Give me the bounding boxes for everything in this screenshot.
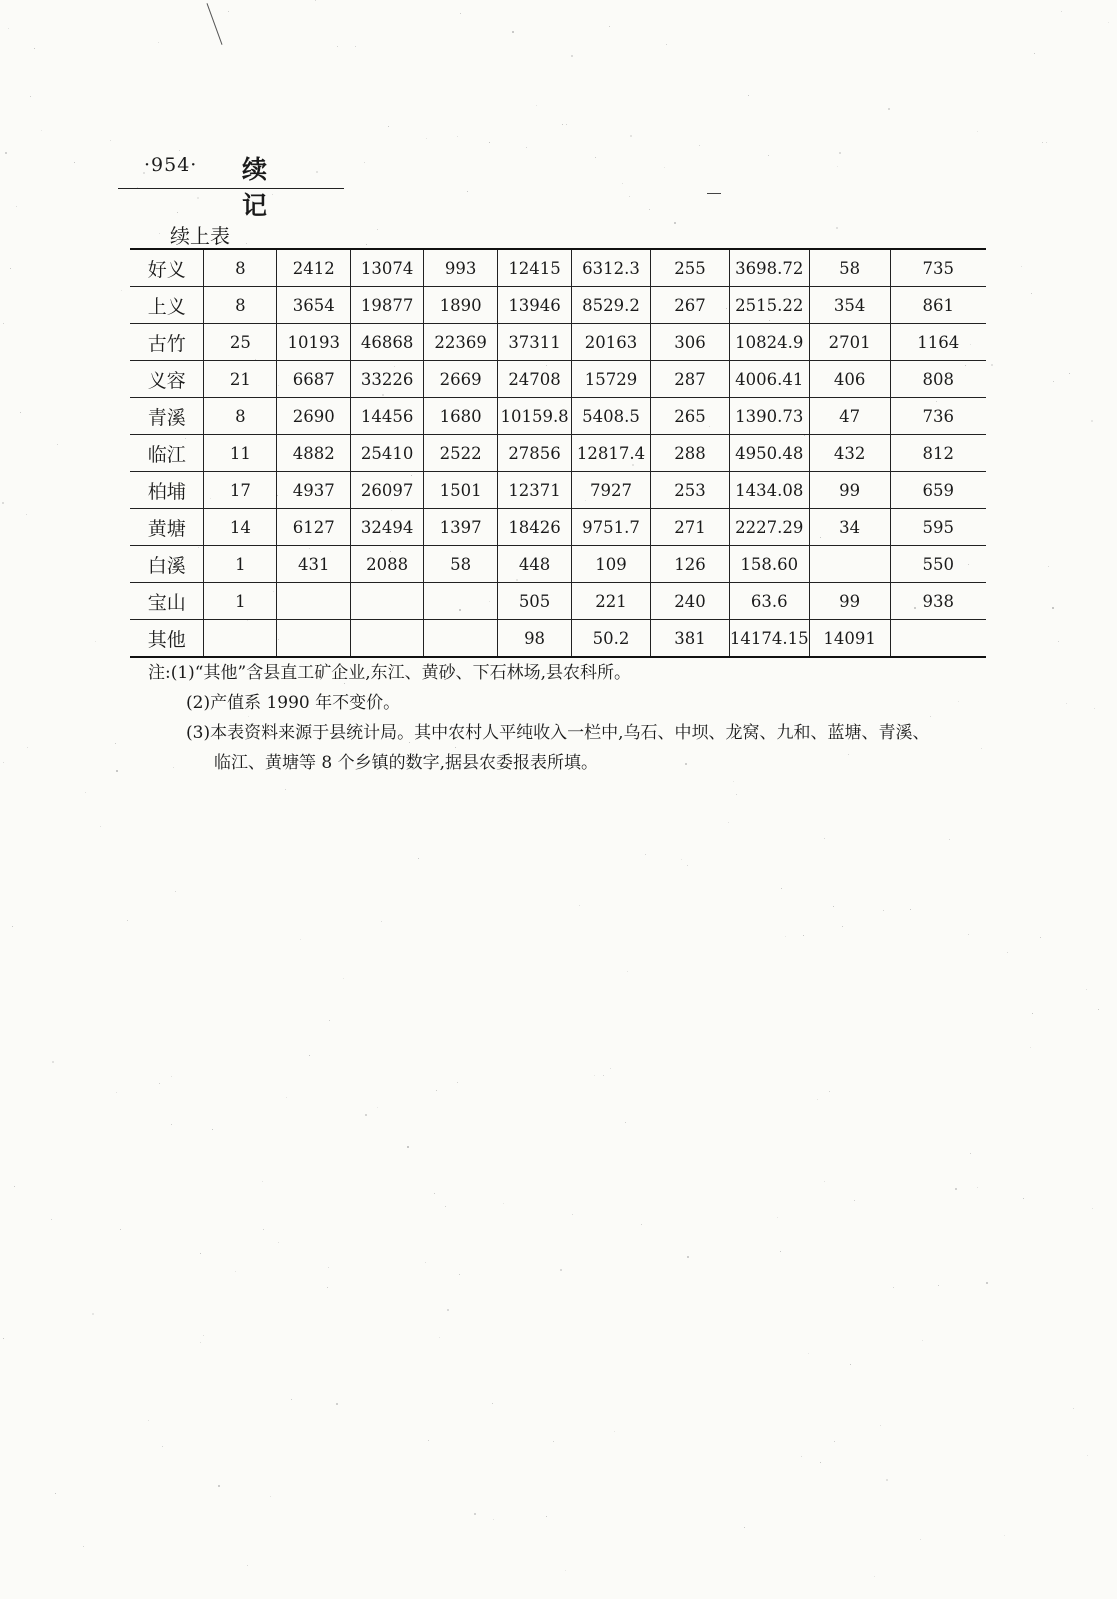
table-cell: 1164 bbox=[890, 324, 986, 361]
table-cell: 27856 bbox=[498, 435, 572, 472]
table-cell: 432 bbox=[809, 435, 890, 472]
table-cell bbox=[890, 620, 986, 658]
table-cell bbox=[351, 620, 424, 658]
table-cell bbox=[424, 620, 498, 658]
table-cell: 1680 bbox=[424, 398, 498, 435]
table-cell: 17 bbox=[204, 472, 277, 509]
stray-mark bbox=[707, 193, 721, 194]
table-cell: 14 bbox=[204, 509, 277, 546]
table-cell: 26097 bbox=[351, 472, 424, 509]
table-cell: 10159.8 bbox=[498, 398, 572, 435]
table-cell: 1397 bbox=[424, 509, 498, 546]
table-cell: 448 bbox=[498, 546, 572, 583]
table-cell: 354 bbox=[809, 287, 890, 324]
table-cell: 2669 bbox=[424, 361, 498, 398]
table-cell: 505 bbox=[498, 583, 572, 620]
table-cell: 12415 bbox=[498, 249, 572, 287]
table-row bbox=[130, 398, 986, 435]
table-cell: 18426 bbox=[498, 509, 572, 546]
table-cell: 287 bbox=[651, 361, 730, 398]
table-row bbox=[130, 472, 986, 509]
table-cell: 12817.4 bbox=[572, 435, 651, 472]
table-cell: 659 bbox=[890, 472, 986, 509]
note-1: 注:(1)“其他”含县直工矿企业,东江、黄砂、下石林场,县农科所。 bbox=[148, 663, 631, 683]
table-cell: 255 bbox=[651, 249, 730, 287]
table-cell: 58 bbox=[809, 249, 890, 287]
table-cell: 34 bbox=[809, 509, 890, 546]
table-cell: 1 bbox=[204, 546, 277, 583]
scan-scratch bbox=[207, 3, 223, 45]
table-cell: 37311 bbox=[498, 324, 572, 361]
table-cell: 109 bbox=[572, 546, 651, 583]
table-row bbox=[130, 509, 986, 546]
table-cell: 158.60 bbox=[729, 546, 809, 583]
table-cell: 63.6 bbox=[729, 583, 809, 620]
note-3: (3)本表资料来源于县统计局。其中农村人平纯收入一栏中,乌石、中坝、龙窝、九和、蓝塘、青溪、 bbox=[186, 723, 930, 743]
table-cell: 50.2 bbox=[572, 620, 651, 658]
table-cell: 1501 bbox=[424, 472, 498, 509]
table-cell: 10193 bbox=[277, 324, 351, 361]
table-row bbox=[130, 620, 986, 658]
table-cell: 58 bbox=[424, 546, 498, 583]
table-cell: 22369 bbox=[424, 324, 498, 361]
table-cell: 6127 bbox=[277, 509, 351, 546]
table-cell: 99 bbox=[809, 472, 890, 509]
table-cell: 19877 bbox=[351, 287, 424, 324]
table-cell: 240 bbox=[651, 583, 730, 620]
table-cell: 21 bbox=[204, 361, 277, 398]
table-cell: 3698.72 bbox=[729, 249, 809, 287]
row-label-cell: 柏埔 bbox=[130, 472, 204, 509]
table-cell: 221 bbox=[572, 583, 651, 620]
row-label-cell: 义容 bbox=[130, 361, 204, 398]
table-cell: 9751.7 bbox=[572, 509, 651, 546]
table-cell: 6687 bbox=[277, 361, 351, 398]
row-label-cell: 白溪 bbox=[130, 546, 204, 583]
table-cell: 14456 bbox=[351, 398, 424, 435]
table-cell: 4950.48 bbox=[729, 435, 809, 472]
table-cell: 431 bbox=[277, 546, 351, 583]
table-cell: 8 bbox=[204, 398, 277, 435]
table-cell: 24708 bbox=[498, 361, 572, 398]
table-cell: 735 bbox=[890, 249, 986, 287]
row-label-cell: 宝山 bbox=[130, 583, 204, 620]
table-cell: 2690 bbox=[277, 398, 351, 435]
table-row bbox=[130, 287, 986, 324]
table-row bbox=[130, 249, 986, 287]
table-row bbox=[130, 324, 986, 361]
table-cell: 938 bbox=[890, 583, 986, 620]
table-cell: 3654 bbox=[277, 287, 351, 324]
table-cell: 8 bbox=[204, 287, 277, 324]
table-cell: 267 bbox=[651, 287, 730, 324]
table-cell: 15729 bbox=[572, 361, 651, 398]
table-notes bbox=[148, 658, 998, 778]
table-cell: 2701 bbox=[809, 324, 890, 361]
row-label-cell: 青溪 bbox=[130, 398, 204, 435]
table-cell: 2412 bbox=[277, 249, 351, 287]
table-cell: 4937 bbox=[277, 472, 351, 509]
table-cell: 99 bbox=[809, 583, 890, 620]
table-cell bbox=[351, 583, 424, 620]
table-cell: 13074 bbox=[351, 249, 424, 287]
running-title: 续 记 bbox=[242, 155, 290, 220]
table-cell: 98 bbox=[498, 620, 572, 658]
table-body bbox=[130, 249, 986, 657]
table-cell: 5408.5 bbox=[572, 398, 651, 435]
table-cell: 14174.15 bbox=[729, 620, 809, 658]
table-cell: 8 bbox=[204, 249, 277, 287]
table-cell: 8529.2 bbox=[572, 287, 651, 324]
page-number: ·954· bbox=[144, 154, 198, 176]
table-cell bbox=[809, 546, 890, 583]
table-cell: 736 bbox=[890, 398, 986, 435]
table-cell bbox=[277, 620, 351, 658]
table-cell: 2227.29 bbox=[729, 509, 809, 546]
table-cell: 12371 bbox=[498, 472, 572, 509]
table-row bbox=[130, 546, 986, 583]
page-header bbox=[118, 148, 344, 220]
table-row bbox=[130, 583, 986, 620]
table-row bbox=[130, 361, 986, 398]
table-cell: 808 bbox=[890, 361, 986, 398]
table-cell: 253 bbox=[651, 472, 730, 509]
note-2: (2)产值系 1990 年不变价。 bbox=[186, 693, 401, 713]
table-cell: 4882 bbox=[277, 435, 351, 472]
table-cell: 550 bbox=[890, 546, 986, 583]
table-row bbox=[130, 435, 986, 472]
table-cell: 25 bbox=[204, 324, 277, 361]
table-cell: 11 bbox=[204, 435, 277, 472]
statistics-table bbox=[130, 248, 986, 658]
row-label-cell: 上义 bbox=[130, 287, 204, 324]
table-cell: 1 bbox=[204, 583, 277, 620]
table-cell bbox=[424, 583, 498, 620]
table-cell: 1434.08 bbox=[729, 472, 809, 509]
row-label-cell: 好义 bbox=[130, 249, 204, 287]
table-cell: 306 bbox=[651, 324, 730, 361]
row-label-cell: 其他 bbox=[130, 620, 204, 658]
row-label-cell: 古竹 bbox=[130, 324, 204, 361]
table-cell: 25410 bbox=[351, 435, 424, 472]
table-cell: 6312.3 bbox=[572, 249, 651, 287]
table-cell: 47 bbox=[809, 398, 890, 435]
table-cell: 7927 bbox=[572, 472, 651, 509]
table-cell bbox=[204, 620, 277, 658]
row-label-cell: 黄塘 bbox=[130, 509, 204, 546]
table-cell: 2515.22 bbox=[729, 287, 809, 324]
table-cell: 14091 bbox=[809, 620, 890, 658]
table-cell: 595 bbox=[890, 509, 986, 546]
table-cell: 10824.9 bbox=[729, 324, 809, 361]
table-cell: 126 bbox=[651, 546, 730, 583]
table-cell: 861 bbox=[890, 287, 986, 324]
table-cell: 381 bbox=[651, 620, 730, 658]
table-cell: 32494 bbox=[351, 509, 424, 546]
table-cell: 33226 bbox=[351, 361, 424, 398]
table-cell: 406 bbox=[809, 361, 890, 398]
table-cell: 2522 bbox=[424, 435, 498, 472]
table-cell: 1390.73 bbox=[729, 398, 809, 435]
table-cell: 1890 bbox=[424, 287, 498, 324]
table-cell: 812 bbox=[890, 435, 986, 472]
row-label-cell: 临江 bbox=[130, 435, 204, 472]
table-caption: 续上表 bbox=[170, 224, 230, 248]
table-cell: 4006.41 bbox=[729, 361, 809, 398]
table-cell: 993 bbox=[424, 249, 498, 287]
note-3-continuation: 临江、黄塘等 8 个乡镇的数字,据县农委报表所填。 bbox=[214, 753, 599, 773]
table-cell: 2088 bbox=[351, 546, 424, 583]
table-cell bbox=[277, 583, 351, 620]
table-cell: 288 bbox=[651, 435, 730, 472]
table-cell: 271 bbox=[651, 509, 730, 546]
table-cell: 46868 bbox=[351, 324, 424, 361]
table-cell: 20163 bbox=[572, 324, 651, 361]
table-cell: 13946 bbox=[498, 287, 572, 324]
table-cell: 265 bbox=[651, 398, 730, 435]
